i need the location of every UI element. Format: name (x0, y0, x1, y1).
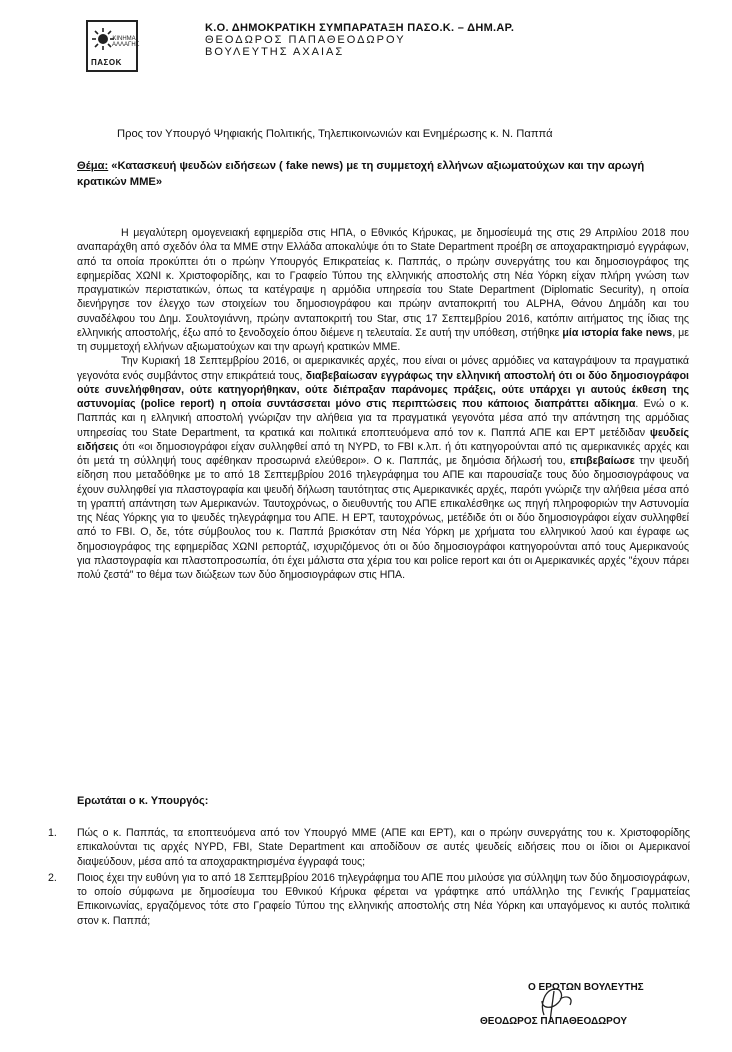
question-number: 1. (48, 827, 57, 839)
letterhead (205, 22, 514, 58)
logo-tagline: ΚΙΝΗΜΑ ΑΛΛΑΓΗΣ (112, 36, 140, 48)
questions-list (48, 826, 690, 930)
question-number: 2. (48, 871, 57, 884)
sun-icon (92, 28, 114, 50)
text-run: Η μεγαλύτερη ομογενειακή εφημερίδα στις ΗΠΑ, ο Εθνικός Κήρυκας, με δημοσίευμά της στις 29 Απριλίου 2018 που αναπαράχθη από σχεδόν όλα τα ΜΜΕ στην Ελλάδα αποκαλύψε ότι το State Department προέβη σε αποχαρακτηρισμό εγγράφων, από τα οποία προκύπτει ότι ο πρώην Υπουργός Επικρατείας κ. Παππάς, ο πρώην συνεργάτης του και δημοσιογράφος της εφημερίδας ΧΩΝΙ κ. Χριστοφορίδης, και το Γραφείο Τύπου της ελληνικής αποστολής στη Νέα Υόρκη είχαν πλήρη γνώση των πραγματικών περιστατικών, όπως τα κατέγραψε η αρμόδια υπηρεσία του State Department (Diplomatic Security), η οποία διενήργησε τον έλεγχο των στοιχείων του δημοσιογράφου και πρώην ανταποκριτή του ALPHA, Θάνου Δημάδη και του συναδέλφου του Δημ. Σουλτογιάννη, πρώην ανταποκριτή του Star, στις 17 Σεπτεμβρίου 2016, κατόπιν αιτήματος της ίδιας της ελληνικής αποστολής, έξω από το ξενοδοχείο όπου διέμενε η τελευταία. Σε αυτή την υπόθεση, στήθηκε (77, 227, 689, 339)
bold-run: διαβεβαίωσαν εγγράφως την ελληνική αποστολή ότι οι δύο δημοσιογράφοι ούτε συνελήφθησαν, ούτε κατηγορήθηκαν, ούτε διέπραξαν παράνομες πράξεις, ούτε υπάρχει γι αυτούς έκθεση της αστυνομίας (police report) η οποία συντάσσεται μόνο στις περιπτώσεις που κάποιος διαπράττει αδίκημα (77, 369, 689, 410)
signature-name: ΘΕΟΔΩΡΟΣ ΠΑΠΑΘΕΟΔΩΡΟΥ (480, 1016, 628, 1027)
question-item (48, 826, 690, 869)
body-text (77, 226, 689, 582)
bold-run: ψευδείς ειδήσεις (77, 426, 689, 453)
letterhead-role: ΒΟΥΛΕΥΤΗΣ ΑΧΑΙΑΣ (205, 46, 345, 58)
text-run: την ψευδή είδηση που μεταδόθηκε με το από 18 Σεπτεμβρίου 2016 τηλεγράφημα του ΑΠΕ και παρουσίαζε τους δύο δημοσιογράφους να έχουν συλληφθεί για πλαστογραφία και ψευδή δήλωση ταυτότητας στις Αμερικανικές αρχές, παρότι γνώριζε την αλήθεια μέσα από τη γραπτή απάντηση των Αμερικανών. Ταυτοχρόνως, ο διευθυντής του ΑΠΕ επικαλέσθηκε ως πηγή πληροφοριών την Αστυνομία της Νέας Υόρκης για το ψευδές τηλεγράφημα του ΑΠΕ. Η ΕΡΤ, ταυτοχρόνως, μετέδιδε ότι οι δύο δημοσιογράφοι είχαν συλληφθεί από το FBI. Ο, δε, τότε σύμβουλος του κ. Παππά βρισκόταν στη Νέα Υόρκη με χρήματα του ελληνικού λαού και έγραφε ως δημοσιογράφος της εφημερίδας ΧΩΝΙ ρεπορτάζ, ισχυριζόμενος ότι οι δύο δημοσιογράφοι κατηγορούνται από τους Αμερικανούς για πλαστογραφία και πλαστοπροσωπία, ότι έχει μάλιστα στα χέρια του και police report και ότι οι Αμερικανικές αρχές "έχουν πάρει πολύ ζεστά" το θέμα των διώξεων των δύο δημοσιογράφων στις ΗΠΑ. (77, 455, 689, 581)
subject-text: «Κατασκευή ψευδών ειδήσεων ( fake news) με τη συμμετοχή ελλήνων αξιωματούχων και την αρωγή κρατικών ΜΜΕ» (77, 160, 645, 188)
subject-line (77, 158, 687, 190)
logo-text: ΠΑΣΟΚ (91, 58, 122, 67)
signature-title: Ο ΕΡΩΤΩΝ ΒΟΥΛΕΥΤΗΣ (528, 982, 644, 993)
body-paragraph (77, 226, 689, 354)
bold-run: επιβεβαίωσε (570, 455, 635, 467)
letterhead-party: Κ.Ο. ΔΗΜΟΚΡΑΤΙΚΗ ΣΥΜΠΑΡΑΤΑΞΗ ΠΑΣΟ.Κ. – ΔΗΜ.ΑΡ. (205, 22, 515, 34)
question-text: Ποιος έχει την ευθύνη για το από 18 Σεπτεμβρίου 2016 τηλεγράφημα του ΑΠΕ που μιλούσε για σύλληψη των δύο δημοσιογράφων, το οποίο σύμφωνα με δημοσίευμα του Εθνικού Κήρυκα φέρεται να γράφτηκε από υπάλληλο της Γενικής Γραμματείας Επικοινωνίας, εργαζόμενος τότε στο Γραφείο Τύπου της ελληνικής αποστολής στη Νέα Υόρκη και υπαγόμενος κι αυτός πολιτικά στον κ. Παππά; (77, 871, 690, 927)
letterhead-name: ΘΕΟΔΩΡΟΣ ΠΑΠΑΘΕΟΔΩΡΟΥ (205, 34, 406, 46)
subject-label: Θέμα: (77, 160, 109, 172)
body-paragraph (77, 354, 689, 582)
question-intro: Ερωτάται ο κ. Υπουργός: (77, 795, 209, 807)
text-run: Την Κυριακή 18 Σεπτεμβρίου 2016, οι αμερικανικές αρχές, που είναι οι μόνες αρμόδιες να καταγράψουν τα πραγματικά γεγονότα ενός συμβάντος στην επικράτειά τους, (77, 355, 689, 382)
question-item (48, 871, 690, 928)
recipient-line: Προς τον Υπουργό Ψηφιακής Πολιτικής, Τηλεπικοινωνιών και Ενημέρωσης κ. Ν. Παππά (117, 128, 553, 140)
text-run: . Ενώ ο κ. Παππάς και η ελληνική αποστολή γνώριζαν την αλήθεια για τα πραγματικά γεγονότα μέσα από την απάντηση της αρμόδιας υπηρεσίας του State Department, τα κρατικά και πολιτικά εποπτευόμενα από τον κ. Παππά ΑΠΕ και ΕΡΤ μετέδιδαν (77, 398, 689, 439)
pasok-logo (86, 20, 138, 72)
text-run: ότι «οι δημοσιογράφοι είχαν συλληφθεί από τη NYPD, το FBI κ.λπ. ή ότι κατηγορούνται από τις αμερικανικές αρχές και ότι μετά τη σύλληψή τους αφέθηκαν προσωρινά ελεύθεροι». Ο κ. Παππάς, με δημόσια δήλωσή του, (77, 440, 689, 467)
bold-run: μία ιστορία fake news (562, 326, 673, 339)
text-run: , με τη συμμετοχή ελλήνων αξιωματούχων και την αρωγή κρατικών ΜΜΕ. (77, 326, 689, 353)
question-text: Πώς ο κ. Παππάς, τα εποπτευόμενα από τον Υπουργό ΜΜΕ (ΑΠΕ και ΕΡΤ), και ο πρώην συνεργάτης του κ. Χριστοφορίδης επικαλούνται τις αρχές NYPD, FBI, State Department και αποδίδουν σε αυτές ψευδείς ειδήσεις που οι ίδιοι οι Αμερικανοί διαψεύδουν, μέσα από τα αποχαρακτηρισμένα έγγραφά τους; (77, 827, 690, 868)
